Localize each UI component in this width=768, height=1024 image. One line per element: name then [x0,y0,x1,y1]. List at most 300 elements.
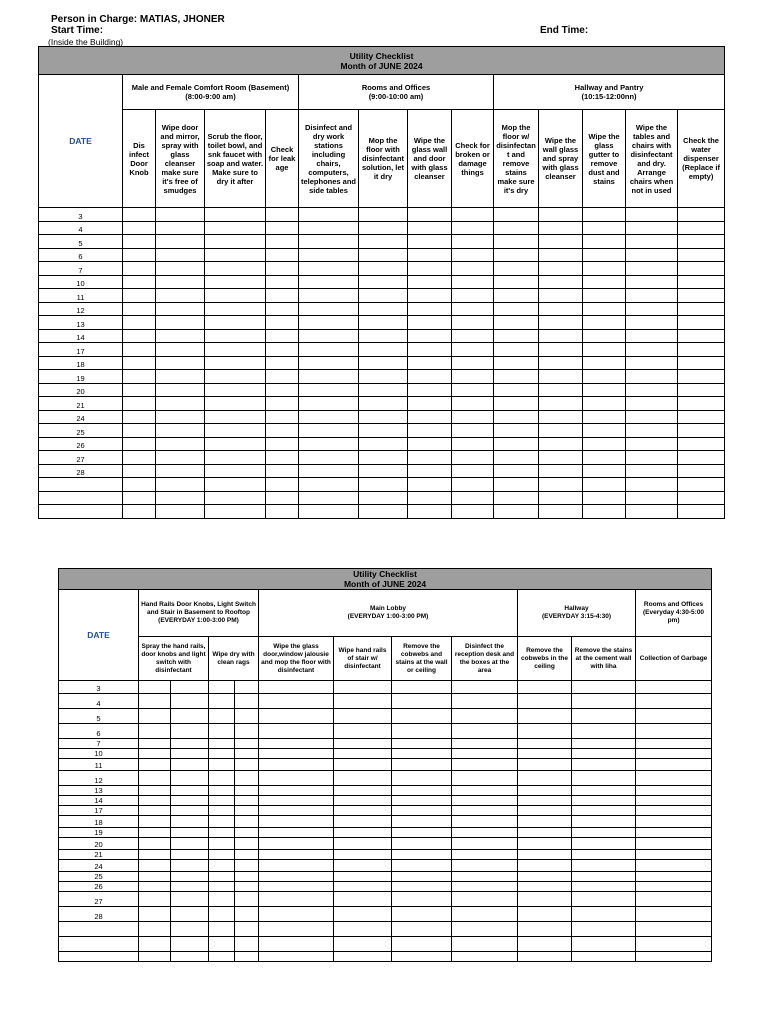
checkbox-cell[interactable] [205,248,266,262]
checkbox-cell[interactable] [636,952,712,962]
checkbox-cell[interactable] [408,289,452,303]
checkbox-cell[interactable] [359,343,408,357]
checkbox-cell[interactable] [626,248,678,262]
checkbox-cell[interactable] [139,759,171,771]
checkbox-cell[interactable] [171,796,209,806]
checkbox-cell[interactable] [452,437,494,451]
checkbox-cell[interactable] [259,724,334,739]
checkbox-cell[interactable] [299,329,359,343]
checkbox-cell[interactable] [392,739,452,749]
checkbox-cell[interactable] [408,275,452,289]
checkbox-cell[interactable] [259,749,334,759]
checkbox-cell[interactable] [205,208,266,222]
checkbox-cell[interactable] [408,329,452,343]
checkbox-cell[interactable] [408,221,452,235]
checkbox-cell[interactable] [583,370,626,384]
checkbox-cell[interactable] [518,892,572,907]
checkbox-cell[interactable] [359,316,408,330]
checkbox-cell[interactable] [678,451,725,465]
checkbox-cell[interactable] [626,275,678,289]
checkbox-cell[interactable] [235,828,259,838]
checkbox-cell[interactable] [334,681,392,694]
checkbox-cell[interactable] [334,806,392,816]
checkbox-cell[interactable] [156,491,205,505]
checkbox-cell[interactable] [452,850,518,860]
checkbox-cell[interactable] [583,397,626,411]
checkbox-cell[interactable] [583,329,626,343]
checkbox-cell[interactable] [334,850,392,860]
checkbox-cell[interactable] [518,709,572,724]
checkbox-cell[interactable] [171,872,209,882]
checkbox-cell[interactable] [572,681,636,694]
checkbox-cell[interactable] [636,922,712,937]
checkbox-cell[interactable] [452,316,494,330]
checkbox-cell[interactable] [583,289,626,303]
checkbox-cell[interactable] [299,464,359,478]
checkbox-cell[interactable] [678,478,725,492]
checkbox-cell[interactable] [636,806,712,816]
checkbox-cell[interactable] [452,892,518,907]
checkbox-cell[interactable] [408,424,452,438]
checkbox-cell[interactable] [636,786,712,796]
checkbox-cell[interactable] [636,759,712,771]
checkbox-cell[interactable] [452,505,494,519]
checkbox-cell[interactable] [171,850,209,860]
checkbox-cell[interactable] [235,796,259,806]
checkbox-cell[interactable] [518,937,572,952]
checkbox-cell[interactable] [572,816,636,828]
checkbox-cell[interactable] [266,464,299,478]
checkbox-cell[interactable] [408,356,452,370]
checkbox-cell[interactable] [452,838,518,850]
checkbox-cell[interactable] [572,739,636,749]
checkbox-cell[interactable] [452,356,494,370]
checkbox-cell[interactable] [156,505,205,519]
checkbox-cell[interactable] [583,410,626,424]
checkbox-cell[interactable] [452,786,518,796]
checkbox-cell[interactable] [583,505,626,519]
checkbox-cell[interactable] [518,786,572,796]
checkbox-cell[interactable] [392,860,452,872]
checkbox-cell[interactable] [494,329,539,343]
checkbox-cell[interactable] [334,786,392,796]
checkbox-cell[interactable] [626,383,678,397]
checkbox-cell[interactable] [205,343,266,357]
checkbox-cell[interactable] [359,221,408,235]
checkbox-cell[interactable] [539,289,583,303]
checkbox-cell[interactable] [299,221,359,235]
checkbox-cell[interactable] [259,922,334,937]
checkbox-cell[interactable] [171,937,209,952]
checkbox-cell[interactable] [235,882,259,892]
checkbox-cell[interactable] [452,796,518,806]
checkbox-cell[interactable] [518,724,572,739]
checkbox-cell[interactable] [156,397,205,411]
checkbox-cell[interactable] [266,221,299,235]
checkbox-cell[interactable] [334,759,392,771]
checkbox-cell[interactable] [494,410,539,424]
checkbox-cell[interactable] [636,838,712,850]
checkbox-cell[interactable] [266,316,299,330]
checkbox-cell[interactable] [539,478,583,492]
checkbox-cell[interactable] [235,907,259,922]
checkbox-cell[interactable] [171,681,209,694]
checkbox-cell[interactable] [539,491,583,505]
checkbox-cell[interactable] [156,356,205,370]
checkbox-cell[interactable] [539,505,583,519]
checkbox-cell[interactable] [572,882,636,892]
checkbox-cell[interactable] [539,410,583,424]
checkbox-cell[interactable] [139,749,171,759]
checkbox-cell[interactable] [123,329,156,343]
checkbox-cell[interactable] [636,907,712,922]
checkbox-cell[interactable] [539,343,583,357]
checkbox-cell[interactable] [334,937,392,952]
checkbox-cell[interactable] [408,208,452,222]
checkbox-cell[interactable] [139,786,171,796]
checkbox-cell[interactable] [518,739,572,749]
checkbox-cell[interactable] [572,749,636,759]
checkbox-cell[interactable] [209,850,235,860]
checkbox-cell[interactable] [171,907,209,922]
checkbox-cell[interactable] [209,796,235,806]
checkbox-cell[interactable] [583,302,626,316]
checkbox-cell[interactable] [139,816,171,828]
checkbox-cell[interactable] [235,709,259,724]
checkbox-cell[interactable] [452,208,494,222]
checkbox-cell[interactable] [572,724,636,739]
checkbox-cell[interactable] [299,343,359,357]
checkbox-cell[interactable] [209,709,235,724]
checkbox-cell[interactable] [392,694,452,709]
checkbox-cell[interactable] [572,850,636,860]
checkbox-cell[interactable] [205,302,266,316]
checkbox-cell[interactable] [156,343,205,357]
checkbox-cell[interactable] [171,828,209,838]
checkbox-cell[interactable] [539,370,583,384]
checkbox-cell[interactable] [518,882,572,892]
checkbox-cell[interactable] [123,235,156,249]
checkbox-cell[interactable] [583,437,626,451]
checkbox-cell[interactable] [636,749,712,759]
checkbox-cell[interactable] [171,749,209,759]
checkbox-cell[interactable] [299,356,359,370]
checkbox-cell[interactable] [299,505,359,519]
checkbox-cell[interactable] [139,882,171,892]
checkbox-cell[interactable] [626,410,678,424]
checkbox-cell[interactable] [539,235,583,249]
checkbox-cell[interactable] [235,922,259,937]
checkbox-cell[interactable] [678,464,725,478]
checkbox-cell[interactable] [678,235,725,249]
checkbox-cell[interactable] [539,302,583,316]
checkbox-cell[interactable] [209,771,235,786]
checkbox-cell[interactable] [626,289,678,303]
checkbox-cell[interactable] [626,464,678,478]
checkbox-cell[interactable] [678,397,725,411]
checkbox-cell[interactable] [392,922,452,937]
checkbox-cell[interactable] [209,907,235,922]
checkbox-cell[interactable] [156,289,205,303]
checkbox-cell[interactable] [139,709,171,724]
checkbox-cell[interactable] [205,424,266,438]
checkbox-cell[interactable] [494,464,539,478]
checkbox-cell[interactable] [299,383,359,397]
checkbox-cell[interactable] [205,316,266,330]
checkbox-cell[interactable] [583,316,626,330]
checkbox-cell[interactable] [572,771,636,786]
checkbox-cell[interactable] [583,343,626,357]
checkbox-cell[interactable] [359,451,408,465]
checkbox-cell[interactable] [334,860,392,872]
checkbox-cell[interactable] [494,397,539,411]
checkbox-cell[interactable] [235,952,259,962]
checkbox-cell[interactable] [518,838,572,850]
checkbox-cell[interactable] [171,694,209,709]
checkbox-cell[interactable] [494,316,539,330]
checkbox-cell[interactable] [171,892,209,907]
checkbox-cell[interactable] [359,289,408,303]
checkbox-cell[interactable] [156,275,205,289]
checkbox-cell[interactable] [334,838,392,850]
checkbox-cell[interactable] [266,437,299,451]
checkbox-cell[interactable] [452,491,494,505]
checkbox-cell[interactable] [139,694,171,709]
checkbox-cell[interactable] [359,491,408,505]
checkbox-cell[interactable] [452,329,494,343]
checkbox-cell[interactable] [583,424,626,438]
checkbox-cell[interactable] [205,397,266,411]
checkbox-cell[interactable] [156,437,205,451]
checkbox-cell[interactable] [123,491,156,505]
checkbox-cell[interactable] [156,248,205,262]
checkbox-cell[interactable] [452,828,518,838]
checkbox-cell[interactable] [139,739,171,749]
checkbox-cell[interactable] [123,437,156,451]
checkbox-cell[interactable] [359,275,408,289]
checkbox-cell[interactable] [583,221,626,235]
checkbox-cell[interactable] [235,850,259,860]
checkbox-cell[interactable] [359,370,408,384]
checkbox-cell[interactable] [539,424,583,438]
checkbox-cell[interactable] [678,383,725,397]
checkbox-cell[interactable] [392,759,452,771]
checkbox-cell[interactable] [299,248,359,262]
checkbox-cell[interactable] [259,892,334,907]
checkbox-cell[interactable] [678,221,725,235]
checkbox-cell[interactable] [235,816,259,828]
checkbox-cell[interactable] [452,860,518,872]
checkbox-cell[interactable] [626,221,678,235]
checkbox-cell[interactable] [205,262,266,276]
checkbox-cell[interactable] [626,343,678,357]
checkbox-cell[interactable] [678,289,725,303]
checkbox-cell[interactable] [266,248,299,262]
checkbox-cell[interactable] [494,424,539,438]
checkbox-cell[interactable] [299,289,359,303]
checkbox-cell[interactable] [171,724,209,739]
checkbox-cell[interactable] [678,343,725,357]
checkbox-cell[interactable] [408,478,452,492]
checkbox-cell[interactable] [452,816,518,828]
checkbox-cell[interactable] [299,235,359,249]
checkbox-cell[interactable] [235,937,259,952]
checkbox-cell[interactable] [235,724,259,739]
checkbox-cell[interactable] [636,739,712,749]
checkbox-cell[interactable] [636,709,712,724]
checkbox-cell[interactable] [452,694,518,709]
checkbox-cell[interactable] [583,356,626,370]
checkbox-cell[interactable] [209,816,235,828]
checkbox-cell[interactable] [123,262,156,276]
checkbox-cell[interactable] [156,370,205,384]
checkbox-cell[interactable] [583,491,626,505]
checkbox-cell[interactable] [123,383,156,397]
checkbox-cell[interactable] [494,491,539,505]
checkbox-cell[interactable] [626,437,678,451]
checkbox-cell[interactable] [139,860,171,872]
checkbox-cell[interactable] [518,759,572,771]
checkbox-cell[interactable] [392,937,452,952]
checkbox-cell[interactable] [494,289,539,303]
checkbox-cell[interactable] [123,289,156,303]
checkbox-cell[interactable] [678,356,725,370]
checkbox-cell[interactable] [299,370,359,384]
checkbox-cell[interactable] [156,262,205,276]
checkbox-cell[interactable] [259,709,334,724]
checkbox-cell[interactable] [266,289,299,303]
checkbox-cell[interactable] [678,424,725,438]
checkbox-cell[interactable] [139,937,171,952]
checkbox-cell[interactable] [539,248,583,262]
checkbox-cell[interactable] [539,208,583,222]
checkbox-cell[interactable] [392,771,452,786]
checkbox-cell[interactable] [266,235,299,249]
checkbox-cell[interactable] [494,302,539,316]
checkbox-cell[interactable] [259,838,334,850]
checkbox-cell[interactable] [209,860,235,872]
checkbox-cell[interactable] [123,302,156,316]
checkbox-cell[interactable] [494,248,539,262]
checkbox-cell[interactable] [452,478,494,492]
checkbox-cell[interactable] [156,316,205,330]
checkbox-cell[interactable] [266,397,299,411]
checkbox-cell[interactable] [156,383,205,397]
checkbox-cell[interactable] [452,749,518,759]
checkbox-cell[interactable] [139,681,171,694]
checkbox-cell[interactable] [334,828,392,838]
checkbox-cell[interactable] [139,828,171,838]
checkbox-cell[interactable] [334,694,392,709]
checkbox-cell[interactable] [266,424,299,438]
checkbox-cell[interactable] [408,451,452,465]
checkbox-cell[interactable] [626,356,678,370]
checkbox-cell[interactable] [392,907,452,922]
checkbox-cell[interactable] [452,806,518,816]
checkbox-cell[interactable] [494,275,539,289]
checkbox-cell[interactable] [266,383,299,397]
checkbox-cell[interactable] [518,749,572,759]
checkbox-cell[interactable] [209,681,235,694]
checkbox-cell[interactable] [636,816,712,828]
checkbox-cell[interactable] [235,872,259,882]
checkbox-cell[interactable] [408,505,452,519]
checkbox-cell[interactable] [392,816,452,828]
checkbox-cell[interactable] [156,235,205,249]
checkbox-cell[interactable] [235,806,259,816]
checkbox-cell[interactable] [678,505,725,519]
checkbox-cell[interactable] [539,275,583,289]
checkbox-cell[interactable] [123,343,156,357]
checkbox-cell[interactable] [156,451,205,465]
checkbox-cell[interactable] [392,838,452,850]
checkbox-cell[interactable] [266,478,299,492]
checkbox-cell[interactable] [636,872,712,882]
checkbox-cell[interactable] [392,882,452,892]
checkbox-cell[interactable] [334,724,392,739]
checkbox-cell[interactable] [626,451,678,465]
checkbox-cell[interactable] [171,806,209,816]
checkbox-cell[interactable] [266,370,299,384]
checkbox-cell[interactable] [171,838,209,850]
checkbox-cell[interactable] [259,796,334,806]
checkbox-cell[interactable] [266,208,299,222]
checkbox-cell[interactable] [678,275,725,289]
checkbox-cell[interactable] [636,860,712,872]
checkbox-cell[interactable] [572,872,636,882]
checkbox-cell[interactable] [259,860,334,872]
checkbox-cell[interactable] [139,892,171,907]
checkbox-cell[interactable] [452,235,494,249]
checkbox-cell[interactable] [518,872,572,882]
checkbox-cell[interactable] [235,860,259,872]
checkbox-cell[interactable] [636,796,712,806]
checkbox-cell[interactable] [583,464,626,478]
checkbox-cell[interactable] [626,424,678,438]
checkbox-cell[interactable] [123,370,156,384]
checkbox-cell[interactable] [171,882,209,892]
checkbox-cell[interactable] [583,262,626,276]
checkbox-cell[interactable] [123,410,156,424]
checkbox-cell[interactable] [583,383,626,397]
checkbox-cell[interactable] [539,356,583,370]
checkbox-cell[interactable] [299,478,359,492]
checkbox-cell[interactable] [452,759,518,771]
checkbox-cell[interactable] [235,771,259,786]
checkbox-cell[interactable] [572,860,636,872]
checkbox-cell[interactable] [299,262,359,276]
checkbox-cell[interactable] [205,356,266,370]
checkbox-cell[interactable] [171,816,209,828]
checkbox-cell[interactable] [123,275,156,289]
checkbox-cell[interactable] [359,383,408,397]
checkbox-cell[interactable] [494,505,539,519]
checkbox-cell[interactable] [299,275,359,289]
checkbox-cell[interactable] [139,838,171,850]
checkbox-cell[interactable] [452,397,494,411]
checkbox-cell[interactable] [299,491,359,505]
checkbox-cell[interactable] [452,907,518,922]
checkbox-cell[interactable] [205,289,266,303]
checkbox-cell[interactable] [392,828,452,838]
checkbox-cell[interactable] [392,749,452,759]
checkbox-cell[interactable] [139,850,171,860]
checkbox-cell[interactable] [334,882,392,892]
checkbox-cell[interactable] [678,302,725,316]
checkbox-cell[interactable] [583,208,626,222]
checkbox-cell[interactable] [636,771,712,786]
checkbox-cell[interactable] [205,464,266,478]
